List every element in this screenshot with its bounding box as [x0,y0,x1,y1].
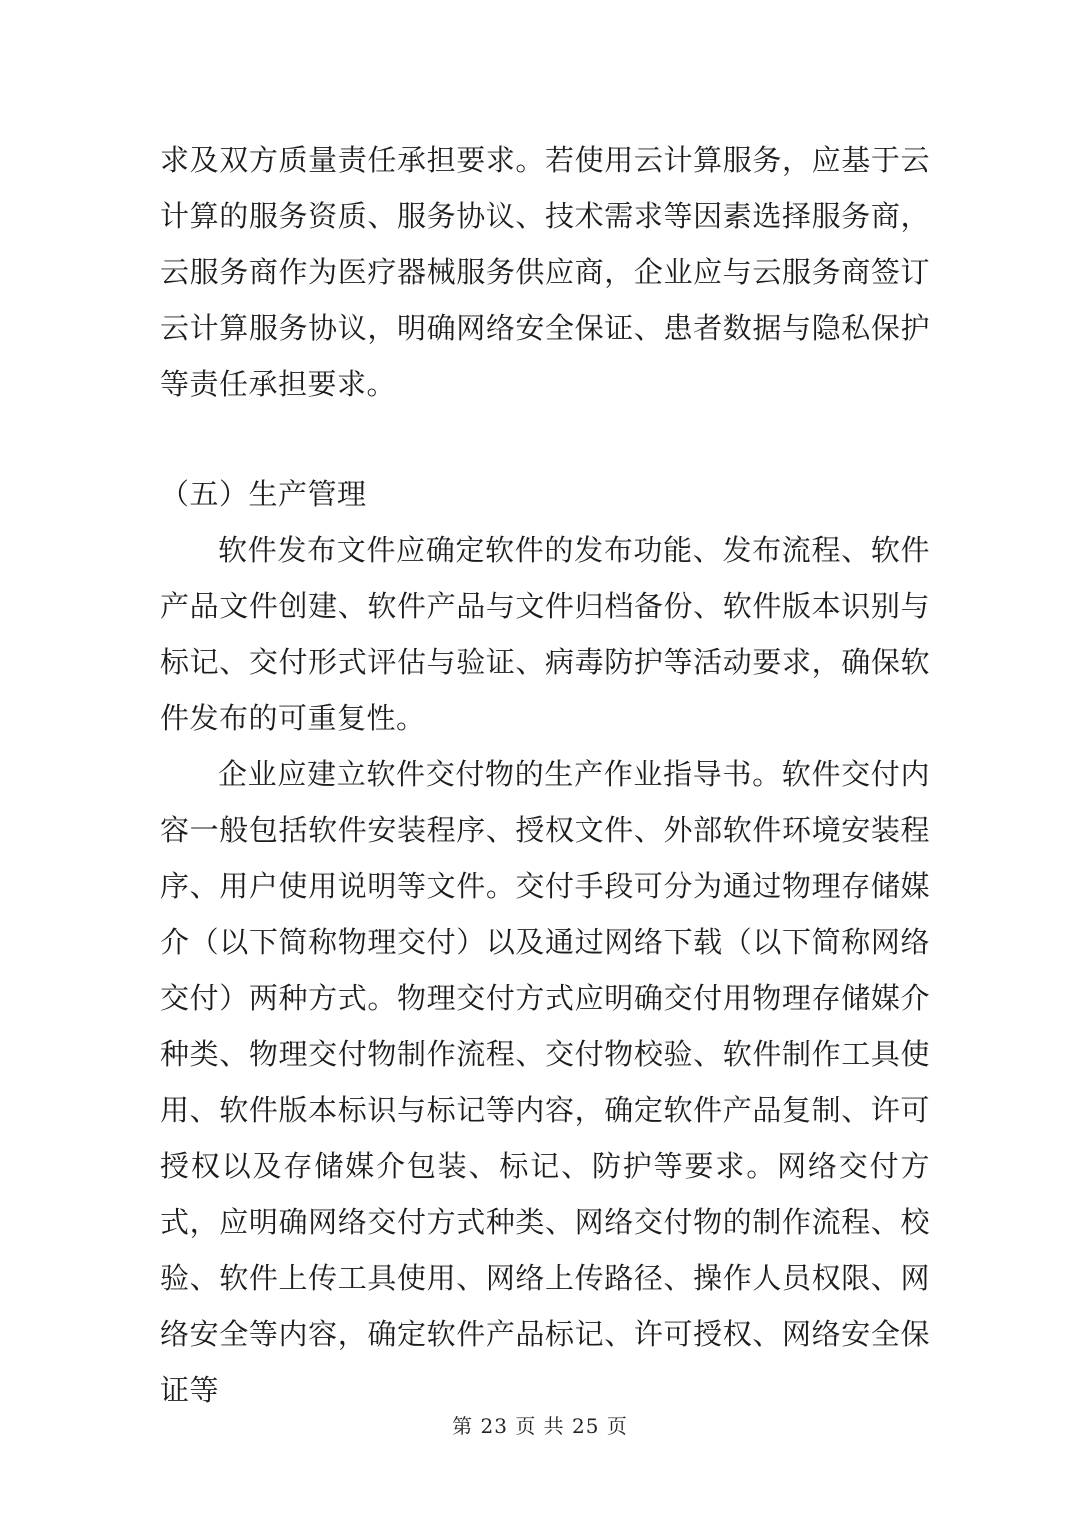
section-heading-production-management: （五）生产管理 [160,477,367,511]
page-number-footer: 第 23 页 共 25 页 [452,1414,628,1438]
paragraph-cloud-service-continuation: 求及双方质量责任承担要求。若使用云计算服务，应基于云计算的服务资质、服务协议、技术需求等因素选择服务商，云服务商作为医疗器械服务供应商，企业应与云服务商签订云计算服务协议，明确网络安全保证、患者数据与隐私保护等责任承担要求。 [160,143,930,401]
paragraph-software-delivery: 企业应建立软件交付物的生产作业指导书。软件交付内容一般包括软件安装程序、授权文件、外部软件环境安装程序、用户使用说明等文件。交付手段可分为通过物理存储媒介（以下简称物理交付）以及通过网络下载（以下简称网络交付）两种方式。物理交付方式应明确交付用物理存储媒介种类、物理交付物制作流程、交付物校验、软件制作工具使用、软件版本标识与标记等内容，确定软件产品复制、许可授权以及存储媒介包装、标记、防护等要求。网络交付方式，应明确网络交付方式种类、网络交付物的制作流程、校验、软件上传工具使用、网络上传路径、操作人员权限、网络安全等内容，确定软件产品标记、许可授权、网络安全保证等 [160,757,930,1407]
paragraph-software-release: 软件发布文件应确定软件的发布功能、发布流程、软件产品文件创建、软件产品与文件归档备份、软件版本识别与标记、交付形式评估与验证、病毒防护等活动要求，确保软件发布的可重复性。 [160,533,930,735]
